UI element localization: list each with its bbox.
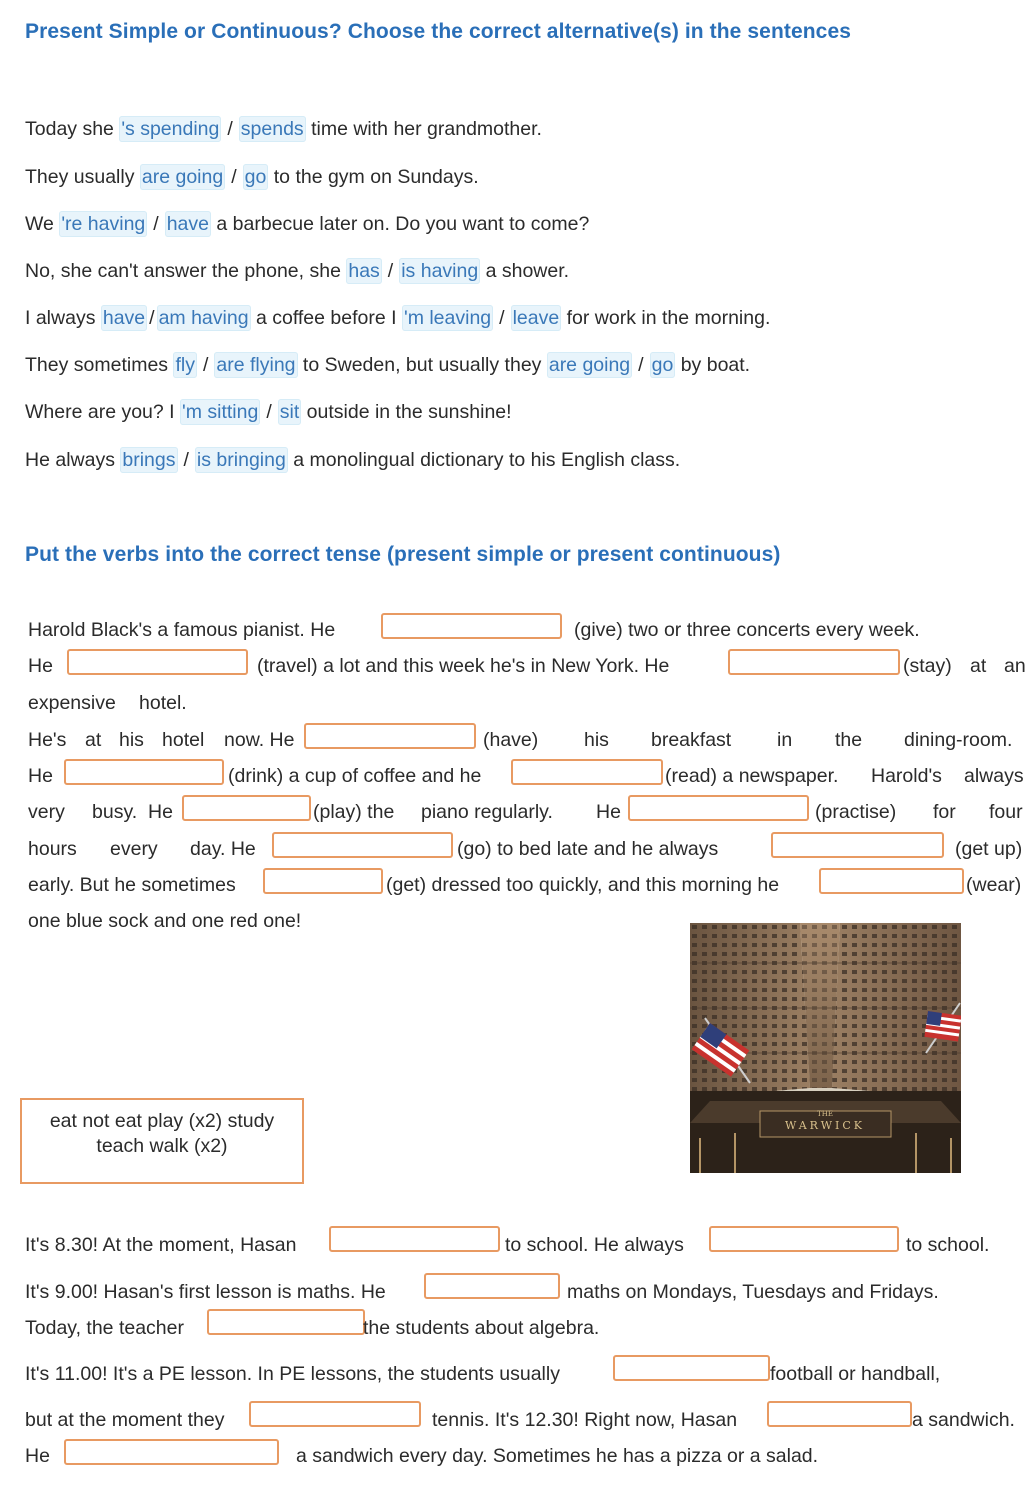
answer-box-1[interactable] <box>329 1226 500 1252</box>
sentence-text: They usually <box>25 166 140 188</box>
passage-text: his <box>119 729 144 751</box>
option-2[interactable]: have <box>166 213 209 235</box>
sign-text: WARWICK <box>784 1119 866 1132</box>
sentence-text: Where are you? I <box>25 401 180 423</box>
passage-text: busy. <box>92 801 138 823</box>
option-3[interactable]: are going <box>548 354 631 376</box>
passage-text: (read) a newspaper. <box>665 765 839 787</box>
hotel-photo <box>690 923 961 1173</box>
passage-text: It's 8.30! At the moment, Hasan <box>25 1234 297 1256</box>
passage-text: the <box>835 729 863 751</box>
passage-text: It's 9.00! Hasan's first lesson is maths. He <box>25 1281 386 1303</box>
passage-text: always <box>964 765 1024 787</box>
passage-text: his <box>584 729 609 751</box>
option-3[interactable]: 'm leaving <box>403 307 492 329</box>
passage-text: to school. He always <box>505 1234 684 1256</box>
sentence-text: a shower. <box>480 260 570 282</box>
section2-heading: Put the verbs into the correct tense (present simple or present continuous) <box>25 543 781 566</box>
word-bank-line-1: eat not eat play (x2) study <box>49 1110 275 1132</box>
passage-text: in <box>777 729 793 751</box>
passage-text: (drink) a cup of coffee and he <box>228 765 482 787</box>
passage-text: (stay) <box>903 655 952 677</box>
sentence-text: He always <box>25 449 121 471</box>
sentence-text: to the gym on Sundays. <box>268 166 479 188</box>
passage-text: Today, the teacher <box>25 1317 184 1339</box>
passage-text: (wear) <box>966 874 1022 896</box>
option-2[interactable]: is bringing <box>196 449 286 471</box>
option-1[interactable]: 're having <box>61 213 146 235</box>
sentence-text: by boat. <box>675 354 751 376</box>
answer-box-2[interactable] <box>709 1226 899 1252</box>
passage-text: Harold's <box>871 765 942 787</box>
passage-text: four <box>989 801 1023 823</box>
answer-box-stay[interactable] <box>728 649 900 675</box>
sentence-text: We <box>25 213 60 235</box>
passage-text: a sandwich. <box>912 1409 1015 1431</box>
passage-text: at <box>85 729 102 751</box>
slash: / <box>499 307 505 329</box>
slash: / <box>202 354 209 376</box>
passage-text: expensive <box>28 692 116 714</box>
answer-box-5[interactable] <box>613 1355 770 1381</box>
sentence-text: a monolingual dictionary to his English class. <box>287 449 681 471</box>
sentence-text: Today she <box>25 118 120 140</box>
passage-text: an <box>1004 655 1026 677</box>
answer-box-give[interactable] <box>381 613 562 639</box>
option-2[interactable]: go <box>244 166 267 188</box>
passage-text: day. He <box>190 838 256 860</box>
sentence-text: I always <box>25 307 101 329</box>
slash: / <box>227 118 233 140</box>
slash: / <box>183 449 189 471</box>
option-2[interactable]: am having <box>158 307 249 329</box>
answer-box-wear[interactable] <box>819 868 964 894</box>
answer-box-6[interactable] <box>249 1401 421 1427</box>
sentence-8 <box>25 446 680 474</box>
slash: / <box>153 213 159 235</box>
passage-text: but at the moment they <box>25 1409 225 1431</box>
sign-small-text: THE <box>817 1110 833 1118</box>
option-1[interactable]: has <box>348 260 380 282</box>
answer-box-7[interactable] <box>767 1401 912 1427</box>
passage-text: hotel <box>162 729 205 751</box>
option-1[interactable]: 'm sitting <box>182 401 259 423</box>
sentence-3 <box>25 210 589 238</box>
sentence-5 <box>25 304 770 332</box>
sentence-text: outside in the sunshine! <box>301 401 512 423</box>
option-1[interactable]: have <box>102 307 146 329</box>
passage-text: He <box>28 655 53 677</box>
passage-text: (play) the <box>313 801 395 823</box>
answer-box-get-up[interactable] <box>771 832 944 858</box>
answer-box-8[interactable] <box>64 1439 279 1465</box>
sentence-text: time with her grandmother. <box>305 118 542 140</box>
answer-box-get[interactable] <box>263 868 383 894</box>
sentence-2 <box>25 163 479 191</box>
passage-text: breakfast <box>651 729 732 751</box>
option-1[interactable]: 's spending <box>121 118 220 140</box>
slash: / <box>266 401 272 423</box>
passage-text: football or handball, <box>770 1363 941 1385</box>
passage-text: hotel. <box>139 692 187 714</box>
passage-text: (go) to bed late and he always <box>457 838 719 860</box>
passage-text: He <box>148 801 173 823</box>
passage-text: He's <box>28 729 67 751</box>
option-4[interactable]: go <box>651 354 674 376</box>
passage-text: for <box>933 801 956 823</box>
slash: / <box>231 166 237 188</box>
sentence-4 <box>25 257 569 285</box>
sentence-text: They sometimes <box>25 354 174 376</box>
passage-text: to school. <box>906 1234 990 1256</box>
passage-text: (get up) <box>955 838 1023 860</box>
slash: / <box>149 307 155 329</box>
passage-text: It's 11.00! It's a PE lesson. In PE lessons, the students usually <box>25 1363 560 1385</box>
section1-heading: Present Simple or Continuous? Choose the correct alternative(s) in the sentences <box>25 20 852 43</box>
passage-text: (practise) <box>815 801 897 823</box>
passage-text: early. But he sometimes <box>28 874 236 896</box>
answer-box-read[interactable] <box>511 759 663 785</box>
passage-text: Harold Black's a famous pianist. He <box>28 619 336 641</box>
answer-box-have[interactable] <box>304 723 476 749</box>
word-bank-line-2: teach walk (x2) <box>96 1135 228 1157</box>
answer-box-play[interactable] <box>182 795 311 821</box>
passage-text: at <box>970 655 987 677</box>
passage-text: every <box>110 838 158 860</box>
sentence-text: a coffee before I <box>250 307 402 329</box>
answer-box-4[interactable] <box>207 1309 365 1335</box>
sentence-text: No, she can't answer the phone, she <box>25 260 347 282</box>
passage-text: (give) two or three concerts every week. <box>574 619 920 641</box>
slash: / <box>387 260 394 282</box>
option-2[interactable]: spends <box>240 118 304 140</box>
passage-text: He <box>25 1445 50 1467</box>
sentence-text: a barbecue later on. Do you want to come? <box>211 213 590 235</box>
passage-text: tennis. It's 12.30! Right now, Hasan <box>432 1409 738 1431</box>
passage-text: dining-room. <box>904 729 1013 751</box>
passage-text: piano regularly. <box>421 801 553 823</box>
passage-text: one blue sock and one red one! <box>28 910 302 932</box>
slash: / <box>638 354 644 376</box>
option-1[interactable]: are going <box>141 166 224 188</box>
passage-text: the students about algebra. <box>363 1317 600 1339</box>
option-1[interactable]: brings <box>122 449 176 471</box>
option-2[interactable]: sit <box>279 401 300 423</box>
answer-box-drink[interactable] <box>64 759 224 785</box>
sentence-6 <box>25 351 750 379</box>
passage-text: a sandwich every day. Sometimes he has a pizza or a salad. <box>296 1445 819 1467</box>
sentence-1 <box>25 115 542 143</box>
option-4[interactable]: leave <box>512 307 560 329</box>
passage-text: (travel) a lot and this week he's in New York. He <box>257 655 670 677</box>
option-2[interactable]: are flying <box>216 354 296 376</box>
passage-text: He <box>596 801 621 823</box>
sentence-text: for work in the morning. <box>561 307 771 329</box>
passage-text: very <box>28 801 65 823</box>
passage-text: now. He <box>224 729 295 751</box>
passage-text: maths on Mondays, Tuesdays and Fridays. <box>567 1281 939 1303</box>
warwick-hotel-image <box>690 923 961 1173</box>
answer-box-go[interactable] <box>272 832 453 858</box>
sentence-7 <box>25 398 512 426</box>
option-2[interactable]: is having <box>401 260 479 282</box>
answer-box-travel[interactable] <box>67 649 248 675</box>
option-1[interactable]: fly <box>175 354 195 376</box>
passage-text: (have) <box>483 729 539 751</box>
answer-box-practise[interactable] <box>628 795 809 821</box>
passage-text: He <box>28 765 53 787</box>
passage-text: hours <box>28 838 77 860</box>
answer-box-3[interactable] <box>424 1273 560 1299</box>
sentence-text: to Sweden, but usually they <box>297 354 547 376</box>
word-bank-box <box>20 1098 304 1184</box>
passage-text: (get) dressed too quickly, and this morning he <box>386 874 780 896</box>
